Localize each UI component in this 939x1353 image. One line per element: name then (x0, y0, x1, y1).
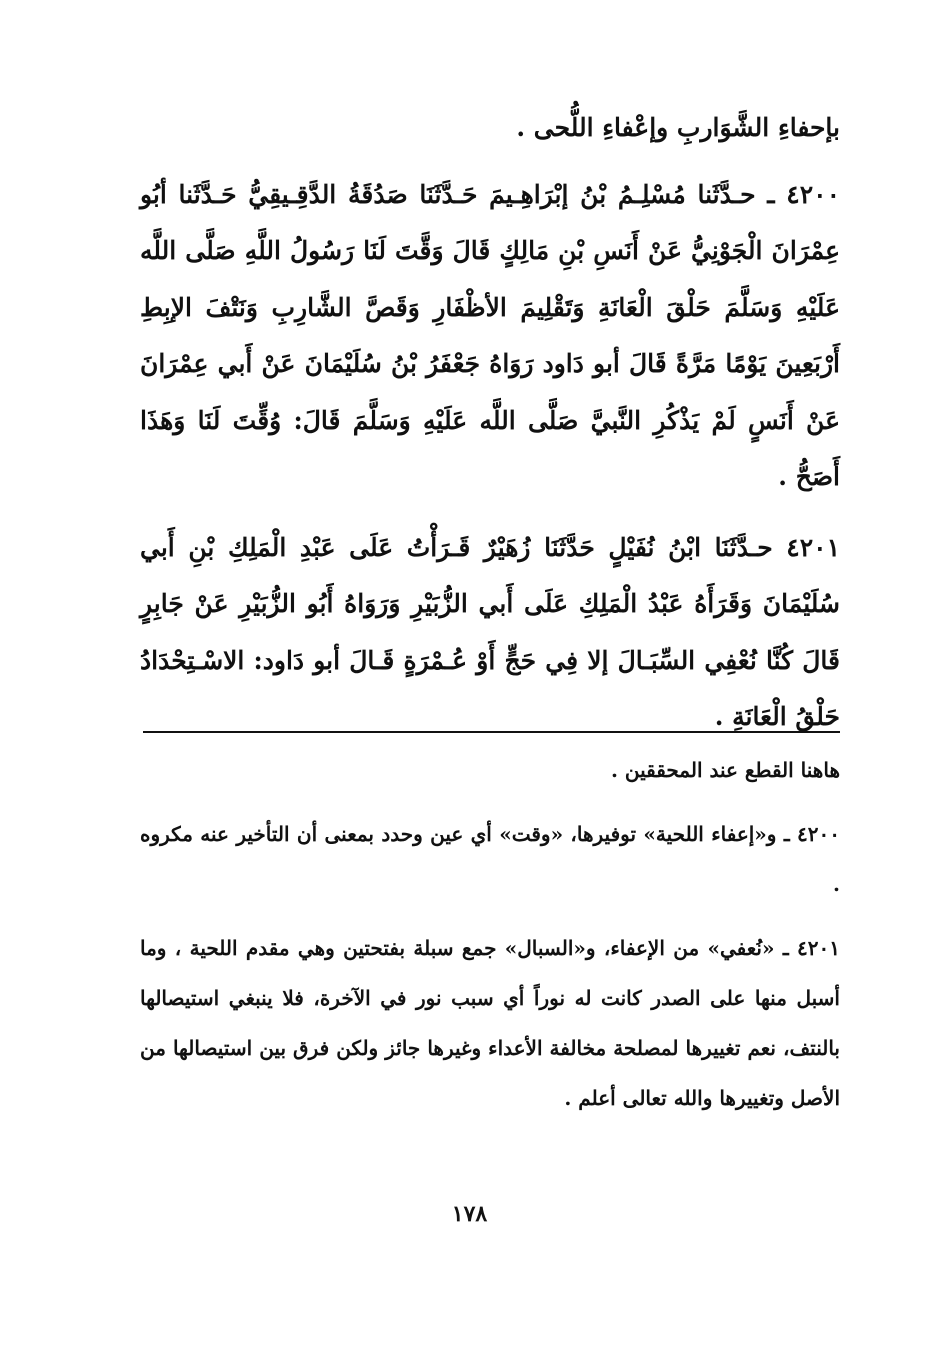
hadith-4201: ٤٢٠١ حـدَّثَنَا ابْنُ نُفَيْلٍ حَدَّثَنَا زُهَيْرٌ قَـرَأْتُ عَلَى عَبْدِ الْمَلِكِ بْنِ أَبي سُلَيْمَانَ وَقَرَأَهُ عَبْدُ الْمَلِكِ عَلَى أَبي الزُّبَيْرِ وَرَوَاهُ أَبُو الزُّبَيْرِ عَنْ جَابِرٍ قَالَ كُنَّا نُعْفِي السِّبَـالَ إلا فِي حَجٍّ أَوْ عُـمْرَةٍ قَـالَ أبو دَاود: الاسْـتِحْدَادُ حَلْقُ الْعَانَةِ . (140, 532, 840, 731)
continuation-line: بإحفاءِ الشَّوَاربِ وإعْفاءِ اللُّحى . (516, 113, 840, 142)
note-4201: ٤٢٠١ ـ «نُعفي» من الإعفاء، و«السبال» جمع سبلة بفتحتين وهي مقدم اللحية ، وما أسبل منها على الصدر كانت له نوراً أي سبب نور في الآخرة، فلا ينبغي استيصالها بالنتف، نعم تغييرها لمصلحة مخالفة الأعداء وغيرها جائز ولكن فرق بين استيصالها من الأصل وتغييرها والله تعالى أعلم . (140, 936, 840, 1110)
hadith-4200: ٤٢٠٠ ـ حـدَّثَنا مُسْلِـمُ بْنُ إبْرَاهِـيمَ حَـدَّثَنَا صَدُقَةُ الدَّقِـيقِيُّ حَـدَّثَنا أبُو عِمْرَانَ الْجَوْنِيُّ عَنْ أَنَسِ بْنِ مَالِكٍ قَالَ وَقَّتَ لَنَا رَسُولُ اللَّهِ صَلَّى اللَّه عَلَيْهِ وَسَلَّمَ حَلْقَ الْعَانَةِ وَتَقْلِيمَ الأظْفَارِ وَقَصَّ الشَّارِبِ وَنَتْفَ الإبِطِ أَرْبَعِينَ يَوْمًا مَرَّةً قَالَ أبو دَاود رَوَاهُ جَعْفَرُ بْنُ سُلَيْمَانَ عَنْ أَبي عِمْرَانَ عَنْ أَنَسٍ لَمْ يَذْكُرِ النَّبيَّ صَلَّى اللَّه عَلَيْهِ وَسَلَّمَ قَالَ: وُقِّتَ لَنَا وَهَذَا أَصَحُّ . (140, 179, 840, 491)
note-4200: ٤٢٠٠ ـ و«إعفاء اللحية» توفيرها، «وقت» أي عين وحدد بمعنى أن التأخير عنه مكروه . (140, 822, 840, 896)
page-number: ١٧٨ (451, 1201, 488, 1227)
commentary-block (140, 745, 840, 1137)
cut-note: هاهنا القطع عند المحققين . (610, 758, 840, 782)
footnote-divider (143, 731, 840, 733)
hadith-text-block (140, 100, 840, 760)
